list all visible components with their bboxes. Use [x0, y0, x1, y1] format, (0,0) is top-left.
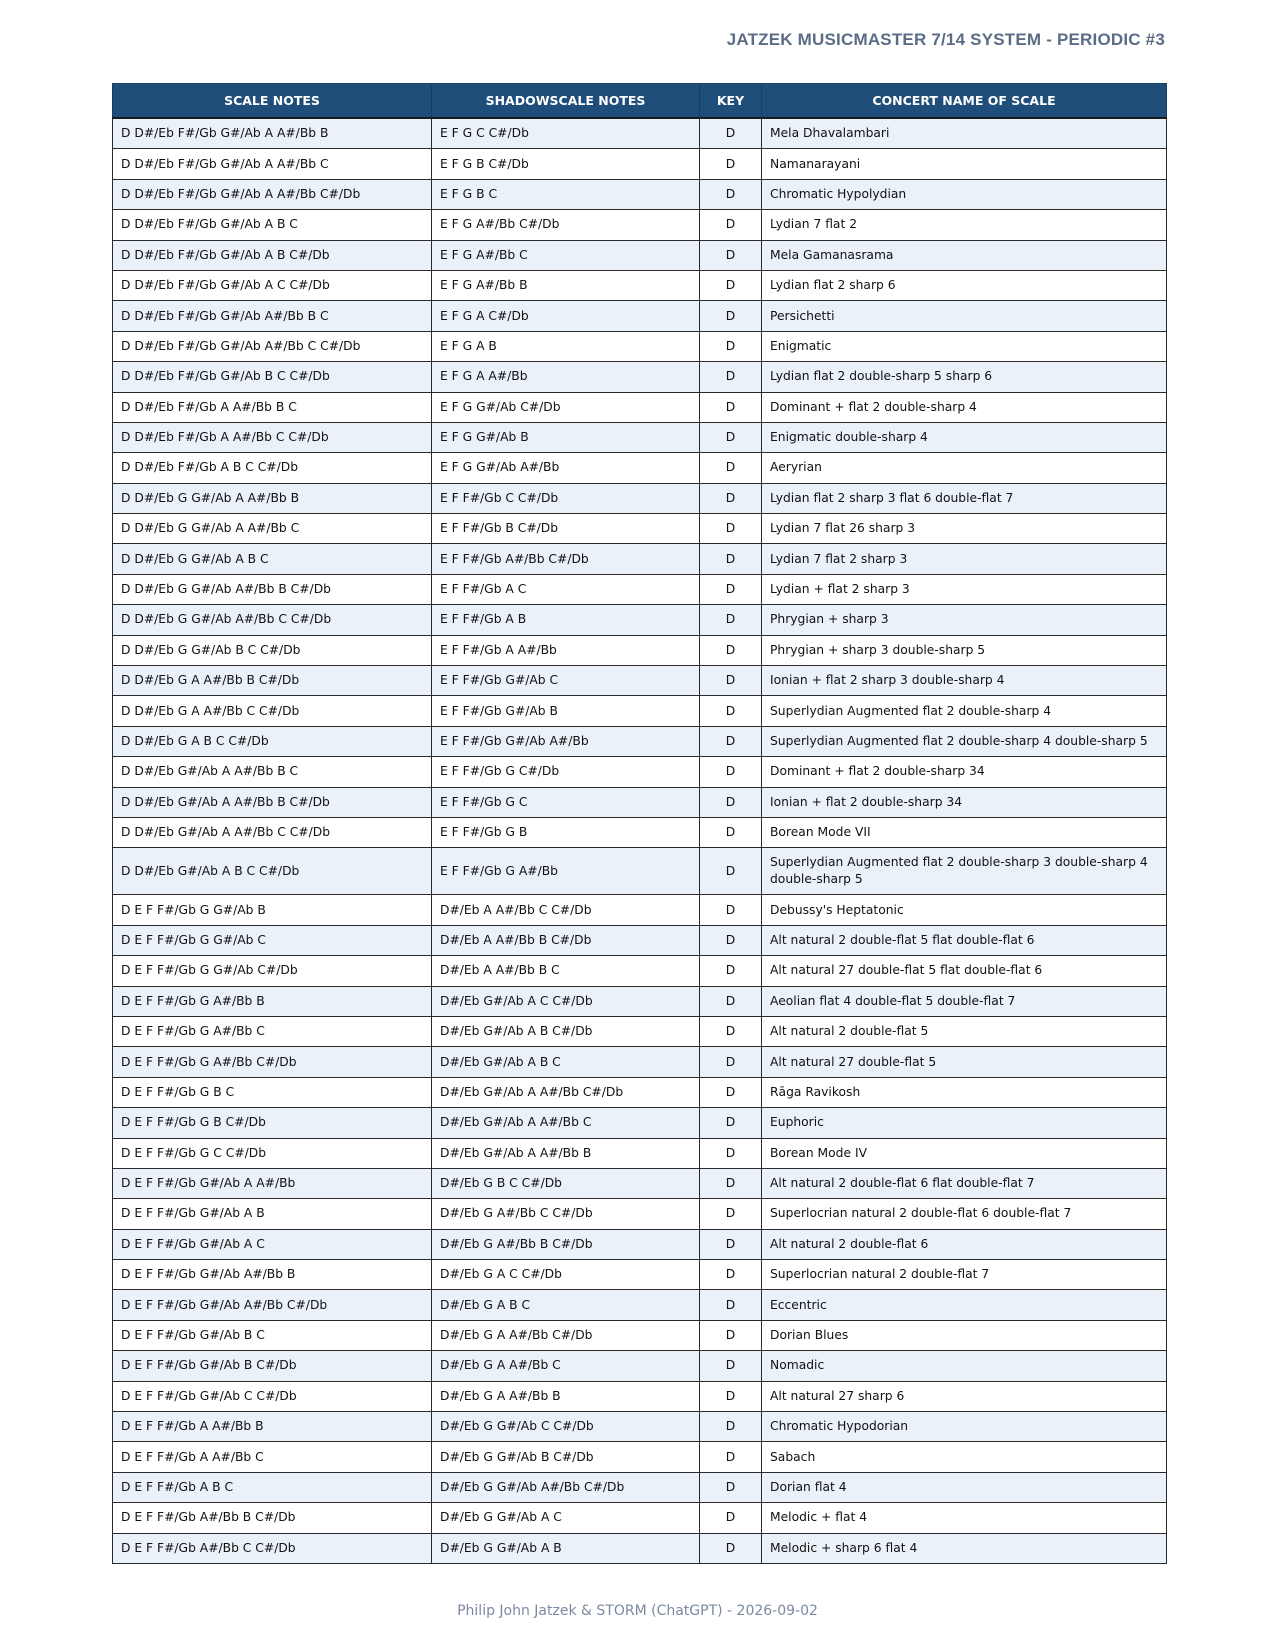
- scales-table: [112, 83, 1167, 1564]
- cell-concert-name: Ionian + flat 2 sharp 3 double-sharp 4: [762, 666, 1167, 696]
- cell-concert-name: Lydian flat 2 sharp 3 flat 6 double-flat 7: [762, 483, 1167, 513]
- table-row: [113, 1442, 1167, 1472]
- cell-concert-name: Namanarayani: [762, 149, 1167, 179]
- cell-key: D: [700, 956, 762, 986]
- cell-key: D: [700, 605, 762, 635]
- cell-concert-name: Chromatic Hypodorian: [762, 1412, 1167, 1442]
- cell-concert-name: Alt natural 27 double-flat 5 flat double-flat 6: [762, 956, 1167, 986]
- column-header-key: KEY: [700, 84, 762, 119]
- cell-key: D: [700, 422, 762, 452]
- cell-scale-notes: D D#/Eb G G#/Ab A#/Bb C C#/Db: [113, 605, 432, 635]
- cell-key: D: [700, 757, 762, 787]
- cell-key: D: [700, 726, 762, 756]
- cell-scale-notes: D D#/Eb G G#/Ab A A#/Bb B: [113, 483, 432, 513]
- cell-concert-name: Lydian flat 2 double-sharp 5 sharp 6: [762, 362, 1167, 392]
- table-row: [113, 118, 1167, 149]
- cell-scale-notes: D E F F#/Gb G#/Ab A A#/Bb: [113, 1168, 432, 1198]
- cell-concert-name: Melodic + sharp 6 flat 4: [762, 1533, 1167, 1563]
- table-row: [113, 331, 1167, 361]
- table-row: [113, 1320, 1167, 1350]
- cell-scale-notes: D E F F#/Gb G A#/Bb C#/Db: [113, 1047, 432, 1077]
- cell-scale-notes: D D#/Eb F#/Gb A A#/Bb B C: [113, 392, 432, 422]
- cell-scale-notes: D D#/Eb F#/Gb A A#/Bb C C#/Db: [113, 422, 432, 452]
- page-footer: Philip John Jatzek & STORM (ChatGPT) - 2026-09-02: [457, 1603, 818, 1619]
- cell-scale-notes: D D#/Eb F#/Gb A B C C#/Db: [113, 453, 432, 483]
- cell-shadowscale-notes: D#/Eb G A#/Bb B C#/Db: [432, 1229, 700, 1259]
- cell-scale-notes: D D#/Eb F#/Gb G#/Ab B C C#/Db: [113, 362, 432, 392]
- cell-key: D: [700, 1533, 762, 1563]
- cell-key: D: [700, 848, 762, 895]
- cell-concert-name: Superlocrian natural 2 double-flat 6 double-flat 7: [762, 1199, 1167, 1229]
- cell-key: D: [700, 1168, 762, 1198]
- cell-key: D: [700, 362, 762, 392]
- cell-key: D: [700, 1229, 762, 1259]
- page-title: JATZEK MUSICMASTER 7/14 SYSTEM - PERIODIC #3: [726, 30, 1165, 49]
- cell-shadowscale-notes: E F F#/Gb G#/Ab B: [432, 696, 700, 726]
- cell-concert-name: Mela Dhavalambari: [762, 118, 1167, 149]
- table-row: [113, 1381, 1167, 1411]
- cell-concert-name: Sabach: [762, 1442, 1167, 1472]
- cell-scale-notes: D D#/Eb G G#/Ab A B C: [113, 544, 432, 574]
- cell-scale-notes: D D#/Eb F#/Gb G#/Ab A A#/Bb B: [113, 118, 432, 149]
- cell-shadowscale-notes: E F G C C#/Db: [432, 118, 700, 149]
- cell-shadowscale-notes: E F F#/Gb C C#/Db: [432, 483, 700, 513]
- cell-shadowscale-notes: E F F#/Gb A B: [432, 605, 700, 635]
- table-row: [113, 956, 1167, 986]
- cell-shadowscale-notes: E F G A A#/Bb: [432, 362, 700, 392]
- cell-shadowscale-notes: E F F#/Gb G A#/Bb: [432, 848, 700, 895]
- cell-concert-name: Dorian flat 4: [762, 1472, 1167, 1502]
- cell-key: D: [700, 1442, 762, 1472]
- cell-shadowscale-notes: E F F#/Gb G C: [432, 787, 700, 817]
- table-row: [113, 483, 1167, 513]
- cell-concert-name: Persichetti: [762, 301, 1167, 331]
- cell-scale-notes: D E F F#/Gb G#/Ab B C: [113, 1320, 432, 1350]
- table-row: [113, 1229, 1167, 1259]
- cell-scale-notes: D D#/Eb F#/Gb G#/Ab A A#/Bb C#/Db: [113, 179, 432, 209]
- cell-shadowscale-notes: D#/Eb G#/Ab A A#/Bb B: [432, 1138, 700, 1168]
- cell-concert-name: Enigmatic: [762, 331, 1167, 361]
- table-row: [113, 422, 1167, 452]
- cell-shadowscale-notes: D#/Eb A A#/Bb B C: [432, 956, 700, 986]
- table-row: [113, 453, 1167, 483]
- cell-key: D: [700, 787, 762, 817]
- cell-shadowscale-notes: D#/Eb G A B C: [432, 1290, 700, 1320]
- cell-key: D: [700, 1260, 762, 1290]
- table-row: [113, 1290, 1167, 1320]
- cell-key: D: [700, 895, 762, 925]
- table-row: [113, 1472, 1167, 1502]
- cell-scale-notes: D D#/Eb G A A#/Bb B C#/Db: [113, 666, 432, 696]
- cell-scale-notes: D E F F#/Gb G#/Ab A#/Bb B: [113, 1260, 432, 1290]
- cell-scale-notes: D D#/Eb G A B C C#/Db: [113, 726, 432, 756]
- cell-shadowscale-notes: E F G G#/Ab C#/Db: [432, 392, 700, 422]
- cell-key: D: [700, 544, 762, 574]
- cell-key: D: [700, 1472, 762, 1502]
- cell-concert-name: Lydian flat 2 sharp 6: [762, 270, 1167, 300]
- table-row: [113, 1412, 1167, 1442]
- cell-shadowscale-notes: E F G A#/Bb C#/Db: [432, 210, 700, 240]
- cell-scale-notes: D E F F#/Gb G#/Ab C C#/Db: [113, 1381, 432, 1411]
- table-row: [113, 817, 1167, 847]
- table-row: [113, 1351, 1167, 1381]
- cell-key: D: [700, 392, 762, 422]
- cell-concert-name: Euphoric: [762, 1108, 1167, 1138]
- cell-concert-name: Aeolian flat 4 double-flat 5 double-flat 7: [762, 986, 1167, 1016]
- table-row: [113, 696, 1167, 726]
- cell-key: D: [700, 666, 762, 696]
- cell-shadowscale-notes: E F F#/Gb A A#/Bb: [432, 635, 700, 665]
- cell-concert-name: Superlocrian natural 2 double-flat 7: [762, 1260, 1167, 1290]
- cell-shadowscale-notes: E F F#/Gb G#/Ab C: [432, 666, 700, 696]
- cell-key: D: [700, 1351, 762, 1381]
- cell-shadowscale-notes: E F G A B: [432, 331, 700, 361]
- cell-shadowscale-notes: D#/Eb G A A#/Bb C#/Db: [432, 1320, 700, 1350]
- table-row: [113, 666, 1167, 696]
- cell-scale-notes: D D#/Eb F#/Gb G#/Ab A C C#/Db: [113, 270, 432, 300]
- cell-concert-name: Debussy's Heptatonic: [762, 895, 1167, 925]
- cell-concert-name: Dominant + flat 2 double-sharp 4: [762, 392, 1167, 422]
- table-row: [113, 514, 1167, 544]
- cell-shadowscale-notes: D#/Eb G G#/Ab A B: [432, 1533, 700, 1563]
- cell-key: D: [700, 514, 762, 544]
- cell-concert-name: Mela Gamanasrama: [762, 240, 1167, 270]
- column-header-shadowscale-notes: SHADOWSCALE NOTES: [432, 84, 700, 119]
- cell-shadowscale-notes: E F F#/Gb A#/Bb C#/Db: [432, 544, 700, 574]
- cell-shadowscale-notes: E F F#/Gb B C#/Db: [432, 514, 700, 544]
- cell-scale-notes: D E F F#/Gb G B C#/Db: [113, 1108, 432, 1138]
- cell-shadowscale-notes: D#/Eb G A C C#/Db: [432, 1260, 700, 1290]
- cell-scale-notes: D E F F#/Gb G A#/Bb B: [113, 986, 432, 1016]
- cell-scale-notes: D E F F#/Gb G B C: [113, 1077, 432, 1107]
- cell-shadowscale-notes: D#/Eb G A A#/Bb C: [432, 1351, 700, 1381]
- cell-shadowscale-notes: D#/Eb G G#/Ab C C#/Db: [432, 1412, 700, 1442]
- cell-concert-name: Superlydian Augmented flat 2 double-sharp 4: [762, 696, 1167, 726]
- table-row: [113, 895, 1167, 925]
- cell-shadowscale-notes: D#/Eb G A A#/Bb B: [432, 1381, 700, 1411]
- cell-concert-name: Alt natural 2 double-flat 5: [762, 1016, 1167, 1046]
- cell-scale-notes: D E F F#/Gb G C C#/Db: [113, 1138, 432, 1168]
- cell-shadowscale-notes: D#/Eb G G#/Ab A C: [432, 1503, 700, 1533]
- cell-concert-name: Superlydian Augmented flat 2 double-sharp 4 double-sharp 5: [762, 726, 1167, 756]
- table-row: [113, 1533, 1167, 1563]
- cell-key: D: [700, 149, 762, 179]
- cell-scale-notes: D D#/Eb G A A#/Bb C C#/Db: [113, 696, 432, 726]
- cell-key: D: [700, 696, 762, 726]
- cell-shadowscale-notes: E F F#/Gb G#/Ab A#/Bb: [432, 726, 700, 756]
- cell-shadowscale-notes: D#/Eb A A#/Bb B C#/Db: [432, 925, 700, 955]
- cell-shadowscale-notes: D#/Eb G#/Ab A C C#/Db: [432, 986, 700, 1016]
- cell-key: D: [700, 331, 762, 361]
- cell-shadowscale-notes: D#/Eb G#/Ab A B C#/Db: [432, 1016, 700, 1046]
- cell-shadowscale-notes: D#/Eb G#/Ab A B C: [432, 1047, 700, 1077]
- table-row: [113, 301, 1167, 331]
- cell-scale-notes: D E F F#/Gb G#/Ab A C: [113, 1229, 432, 1259]
- cell-concert-name: Lydian 7 flat 2: [762, 210, 1167, 240]
- cell-scale-notes: D D#/Eb F#/Gb G#/Ab A B C: [113, 210, 432, 240]
- table-row: [113, 848, 1167, 895]
- table-row: [113, 635, 1167, 665]
- cell-scale-notes: D E F F#/Gb G G#/Ab C: [113, 925, 432, 955]
- cell-scale-notes: D D#/Eb F#/Gb G#/Ab A A#/Bb C: [113, 149, 432, 179]
- cell-key: D: [700, 986, 762, 1016]
- cell-concert-name: Aeryrian: [762, 453, 1167, 483]
- cell-key: D: [700, 1199, 762, 1229]
- table-row: [113, 544, 1167, 574]
- cell-concert-name: Nomadic: [762, 1351, 1167, 1381]
- table-row: [113, 1199, 1167, 1229]
- cell-scale-notes: D E F F#/Gb G A#/Bb C: [113, 1016, 432, 1046]
- cell-concert-name: Lydian + flat 2 sharp 3: [762, 574, 1167, 604]
- cell-key: D: [700, 240, 762, 270]
- table-row: [113, 392, 1167, 422]
- cell-key: D: [700, 270, 762, 300]
- cell-scale-notes: D D#/Eb G#/Ab A A#/Bb B C: [113, 757, 432, 787]
- cell-key: D: [700, 1138, 762, 1168]
- cell-key: D: [700, 817, 762, 847]
- cell-concert-name: Superlydian Augmented flat 2 double-sharp 3 double-sharp 4 double-sharp 5: [762, 848, 1167, 895]
- column-header-concert-name: CONCERT NAME OF SCALE: [762, 84, 1167, 119]
- table-row: [113, 149, 1167, 179]
- cell-scale-notes: D D#/Eb F#/Gb G#/Ab A#/Bb C C#/Db: [113, 331, 432, 361]
- cell-key: D: [700, 1108, 762, 1138]
- cell-concert-name: Borean Mode IV: [762, 1138, 1167, 1168]
- cell-scale-notes: D E F F#/Gb G G#/Ab C#/Db: [113, 956, 432, 986]
- cell-shadowscale-notes: E F G G#/Ab A#/Bb: [432, 453, 700, 483]
- table-header-row: [113, 84, 1167, 119]
- cell-key: D: [700, 301, 762, 331]
- cell-scale-notes: D D#/Eb G#/Ab A A#/Bb C C#/Db: [113, 817, 432, 847]
- cell-scale-notes: D E F F#/Gb A#/Bb C C#/Db: [113, 1533, 432, 1563]
- cell-concert-name: Alt natural 27 sharp 6: [762, 1381, 1167, 1411]
- table-row: [113, 1503, 1167, 1533]
- cell-key: D: [700, 1503, 762, 1533]
- cell-concert-name: Dorian Blues: [762, 1320, 1167, 1350]
- table-row: [113, 1077, 1167, 1107]
- cell-concert-name: Enigmatic double-sharp 4: [762, 422, 1167, 452]
- cell-key: D: [700, 1016, 762, 1046]
- cell-shadowscale-notes: E F G A#/Bb C: [432, 240, 700, 270]
- cell-shadowscale-notes: E F G A C#/Db: [432, 301, 700, 331]
- table-row: [113, 605, 1167, 635]
- column-header-scale-notes: SCALE NOTES: [113, 84, 432, 119]
- cell-scale-notes: D E F F#/Gb G#/Ab B C#/Db: [113, 1351, 432, 1381]
- cell-concert-name: Ionian + flat 2 double-sharp 34: [762, 787, 1167, 817]
- cell-scale-notes: D D#/Eb G G#/Ab B C C#/Db: [113, 635, 432, 665]
- cell-scale-notes: D E F F#/Gb A B C: [113, 1472, 432, 1502]
- cell-key: D: [700, 1320, 762, 1350]
- cell-key: D: [700, 1290, 762, 1320]
- cell-scale-notes: D E F F#/Gb A A#/Bb C: [113, 1442, 432, 1472]
- cell-key: D: [700, 453, 762, 483]
- table-row: [113, 1168, 1167, 1198]
- table-row: [113, 240, 1167, 270]
- cell-key: D: [700, 1412, 762, 1442]
- cell-concert-name: Chromatic Hypolydian: [762, 179, 1167, 209]
- cell-concert-name: Dominant + flat 2 double-sharp 34: [762, 757, 1167, 787]
- cell-shadowscale-notes: D#/Eb G G#/Ab B C#/Db: [432, 1442, 700, 1472]
- table-row: [113, 726, 1167, 756]
- cell-key: D: [700, 179, 762, 209]
- cell-scale-notes: D E F F#/Gb G#/Ab A B: [113, 1199, 432, 1229]
- cell-scale-notes: D E F F#/Gb G G#/Ab B: [113, 895, 432, 925]
- cell-shadowscale-notes: E F F#/Gb A C: [432, 574, 700, 604]
- cell-shadowscale-notes: D#/Eb G#/Ab A A#/Bb C: [432, 1108, 700, 1138]
- cell-scale-notes: D D#/Eb G#/Ab A B C C#/Db: [113, 848, 432, 895]
- cell-key: D: [700, 1047, 762, 1077]
- cell-scale-notes: D E F F#/Gb A#/Bb B C#/Db: [113, 1503, 432, 1533]
- cell-shadowscale-notes: D#/Eb G G#/Ab A#/Bb C#/Db: [432, 1472, 700, 1502]
- table-row: [113, 1016, 1167, 1046]
- cell-concert-name: Borean Mode VII: [762, 817, 1167, 847]
- cell-key: D: [700, 118, 762, 149]
- table-row: [113, 1047, 1167, 1077]
- cell-key: D: [700, 635, 762, 665]
- cell-concert-name: Rāga Ravikosh: [762, 1077, 1167, 1107]
- cell-scale-notes: D D#/Eb G G#/Ab A A#/Bb C: [113, 514, 432, 544]
- table-body: [113, 118, 1167, 1563]
- cell-scale-notes: D E F F#/Gb G#/Ab A#/Bb C#/Db: [113, 1290, 432, 1320]
- cell-key: D: [700, 925, 762, 955]
- table-row: [113, 574, 1167, 604]
- table-row: [113, 986, 1167, 1016]
- cell-scale-notes: D D#/Eb G G#/Ab A#/Bb B C#/Db: [113, 574, 432, 604]
- table-row: [113, 1260, 1167, 1290]
- cell-concert-name: Alt natural 27 double-flat 5: [762, 1047, 1167, 1077]
- table-row: [113, 210, 1167, 240]
- cell-shadowscale-notes: D#/Eb G A#/Bb C C#/Db: [432, 1199, 700, 1229]
- table-row: [113, 362, 1167, 392]
- cell-shadowscale-notes: E F F#/Gb G C#/Db: [432, 757, 700, 787]
- cell-shadowscale-notes: E F G B C: [432, 179, 700, 209]
- table-row: [113, 925, 1167, 955]
- cell-concert-name: Lydian 7 flat 2 sharp 3: [762, 544, 1167, 574]
- cell-key: D: [700, 574, 762, 604]
- cell-concert-name: Phrygian + sharp 3 double-sharp 5: [762, 635, 1167, 665]
- table-row: [113, 1108, 1167, 1138]
- cell-concert-name: Alt natural 2 double-flat 6 flat double-flat 7: [762, 1168, 1167, 1198]
- cell-scale-notes: D E F F#/Gb A A#/Bb B: [113, 1412, 432, 1442]
- cell-shadowscale-notes: E F G A#/Bb B: [432, 270, 700, 300]
- cell-scale-notes: D D#/Eb G#/Ab A A#/Bb B C#/Db: [113, 787, 432, 817]
- cell-concert-name: Alt natural 2 double-flat 6: [762, 1229, 1167, 1259]
- cell-concert-name: Alt natural 2 double-flat 5 flat double-flat 6: [762, 925, 1167, 955]
- table-row: [113, 757, 1167, 787]
- cell-key: D: [700, 1077, 762, 1107]
- table-row: [113, 787, 1167, 817]
- cell-shadowscale-notes: E F G B C#/Db: [432, 149, 700, 179]
- table-row: [113, 270, 1167, 300]
- cell-shadowscale-notes: D#/Eb G B C C#/Db: [432, 1168, 700, 1198]
- cell-scale-notes: D D#/Eb F#/Gb G#/Ab A#/Bb B C: [113, 301, 432, 331]
- cell-shadowscale-notes: D#/Eb A A#/Bb C C#/Db: [432, 895, 700, 925]
- cell-key: D: [700, 483, 762, 513]
- table-row: [113, 179, 1167, 209]
- cell-concert-name: Phrygian + sharp 3: [762, 605, 1167, 635]
- cell-concert-name: Melodic + flat 4: [762, 1503, 1167, 1533]
- cell-shadowscale-notes: D#/Eb G#/Ab A A#/Bb C#/Db: [432, 1077, 700, 1107]
- cell-shadowscale-notes: E F G G#/Ab B: [432, 422, 700, 452]
- cell-shadowscale-notes: E F F#/Gb G B: [432, 817, 700, 847]
- cell-scale-notes: D D#/Eb F#/Gb G#/Ab A B C#/Db: [113, 240, 432, 270]
- cell-concert-name: Eccentric: [762, 1290, 1167, 1320]
- cell-key: D: [700, 210, 762, 240]
- cell-key: D: [700, 1381, 762, 1411]
- cell-concert-name: Lydian 7 flat 26 sharp 3: [762, 514, 1167, 544]
- table-row: [113, 1138, 1167, 1168]
